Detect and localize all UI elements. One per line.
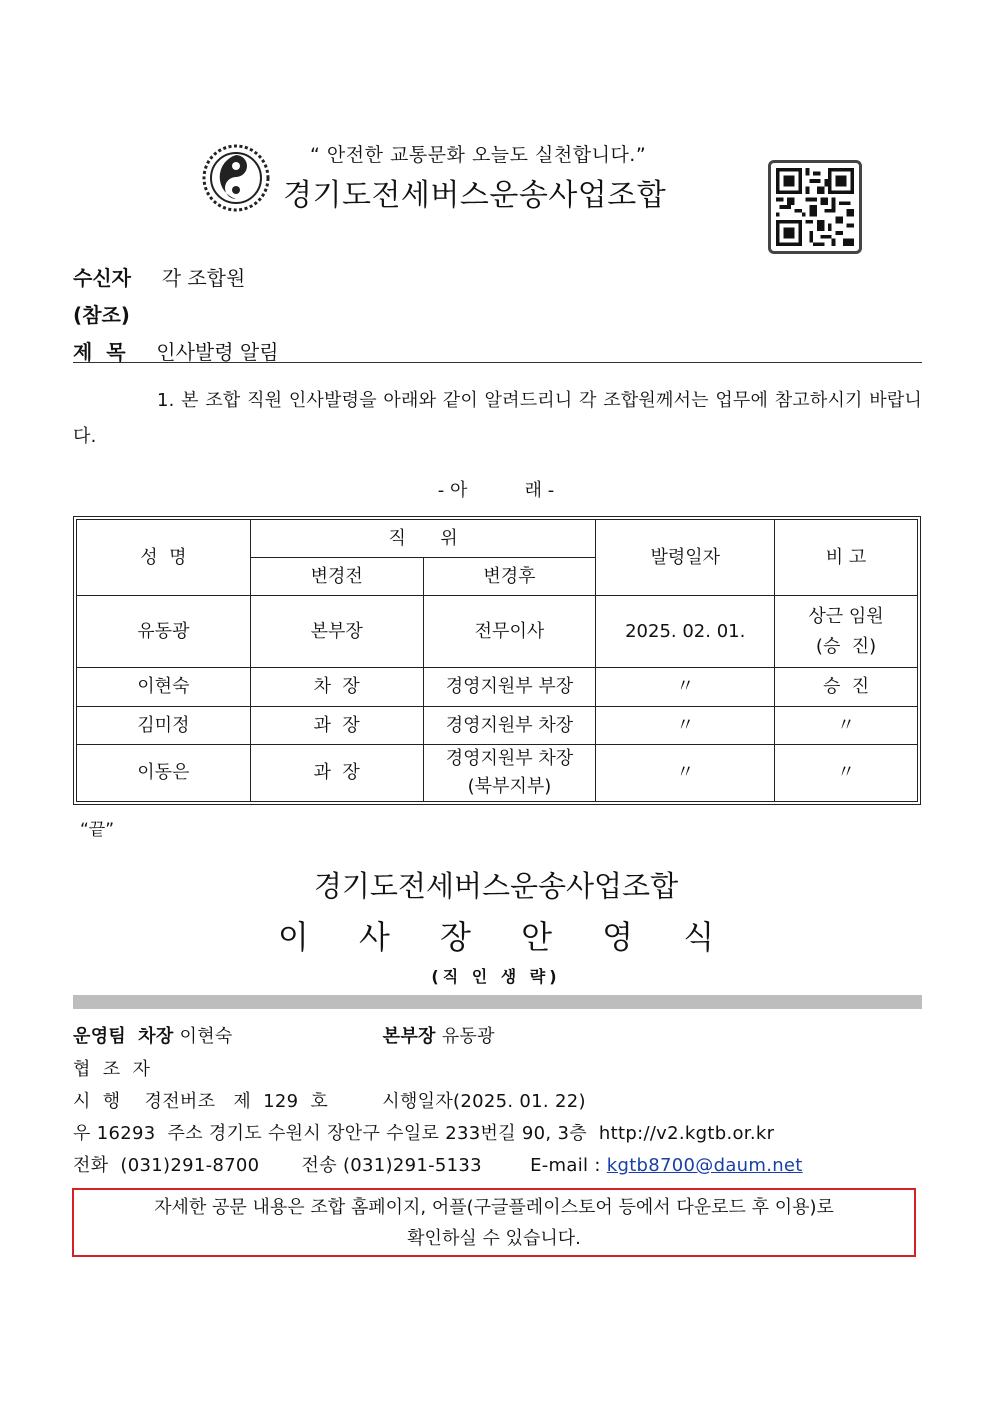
hq-label: 본부장 [382, 1026, 436, 1047]
address-line: 우 16293 주소 경기도 수원시 장안구 수일로 233번길 90, 3층 http://v2.kgtb.or.kr [73, 1123, 775, 1144]
email-link[interactable]: kgtb8700@daum.net [606, 1155, 803, 1176]
header-after: 변경후 [423, 558, 596, 596]
cell-before: 본부장 [250, 596, 423, 668]
table-row [77, 596, 918, 668]
cell-date: 2025. 02. 01. [596, 596, 775, 668]
cell-after [423, 745, 596, 802]
notice-line2: 확인하실 수 있습니다. [407, 1228, 581, 1249]
recipient-value: 각 조합원 [161, 266, 246, 290]
cell-note-line2: (승 진) [815, 635, 877, 657]
cell-after-line1: 경영지원부 차장 [445, 748, 574, 769]
cell-after-line2: (북부지부) [467, 776, 552, 797]
enforce-line [73, 1087, 586, 1113]
enforce-value: 경전버조 제 129 호 [144, 1091, 329, 1112]
reference-label: (참조) [73, 303, 130, 327]
notice-box [72, 1188, 916, 1257]
enforce-date: 시행일자(2025. 01. 22) [382, 1091, 586, 1112]
reference-line [73, 299, 130, 328]
team-label: 운영팀 [73, 1026, 127, 1047]
qr-code-icon[interactable] [768, 160, 862, 254]
subject-label: 제 목 [73, 340, 126, 364]
approval-line [73, 1022, 495, 1048]
end-mark: “끝” [80, 820, 115, 840]
header-name: 성 명 [77, 520, 251, 596]
team-title: 차장 [138, 1026, 174, 1047]
org-title: 경기도전세버스운송사업조합 [283, 178, 667, 213]
divider [73, 362, 922, 363]
notice-line1: 자세한 공문 내용은 조합 홈페이지, 어플(구글플레이스토어 등에서 다운로드 후 이용)로 [154, 1197, 834, 1218]
enforce-label: 시 행 [73, 1091, 121, 1112]
cell-before: 차 장 [250, 668, 423, 707]
table-row [77, 668, 918, 707]
recipient-label: 수신자 [73, 266, 131, 290]
table-row [77, 707, 918, 745]
cell-note: 승 진 [775, 668, 918, 707]
cell-note: 〃 [775, 707, 918, 745]
slogan: “ 안전한 교통문화 오늘도 실천합니다.” [310, 144, 647, 166]
subject-value: 인사발령 알림 [156, 340, 279, 364]
team-person: 이현숙 [179, 1026, 233, 1047]
seal-omitted: (직 인 생 략) [431, 967, 561, 986]
header-date: 발령일자 [596, 520, 775, 596]
cell-note-line1: 상근 임원 [808, 605, 884, 627]
cell-note: 〃 [775, 745, 918, 802]
cell-note [775, 596, 918, 668]
cell-date: 〃 [596, 707, 775, 745]
cell-after: 경영지원부 부장 [423, 668, 596, 707]
recipient-line [73, 262, 245, 291]
contact-line [73, 1151, 803, 1177]
cell-after: 경영지원부 차장 [423, 707, 596, 745]
union-emblem-icon [201, 143, 271, 213]
hq-person: 유동광 [441, 1026, 495, 1047]
subject-line [73, 336, 279, 365]
cell-name: 이동은 [77, 745, 251, 802]
table-row [77, 745, 918, 802]
personnel-table [73, 516, 921, 805]
header-position: 직 위 [250, 520, 596, 558]
cell-name: 이현숙 [77, 668, 251, 707]
notice-heading: - 아 래 - [437, 480, 555, 501]
cell-date: 〃 [596, 745, 775, 802]
cell-before: 과 장 [250, 745, 423, 802]
header-note: 비 고 [775, 520, 918, 596]
header-before: 변경전 [250, 558, 423, 596]
phone: 전화 (031)291-8700 [73, 1155, 260, 1176]
cell-date: 〃 [596, 668, 775, 707]
signature-chair: 이 사 장 안 영 식 [277, 918, 735, 956]
cell-before: 과 장 [250, 707, 423, 745]
cell-name: 김미정 [77, 707, 251, 745]
email-label: E-mail : [530, 1155, 601, 1176]
cell-after: 전무이사 [423, 596, 596, 668]
signature-org: 경기도전세버스운송사업조합 [313, 869, 679, 903]
cooperator: 협 조 자 [73, 1059, 151, 1080]
separator-bar [73, 995, 922, 1009]
cell-name: 유동광 [77, 596, 251, 668]
fax: 전송 (031)291-5133 [301, 1155, 482, 1176]
body-paragraph: 1. 본 조합 직원 인사발령을 아래와 같이 알려드리니 각 조합원께서는 업무에 참고하시기 바랍니다. [73, 390, 922, 447]
